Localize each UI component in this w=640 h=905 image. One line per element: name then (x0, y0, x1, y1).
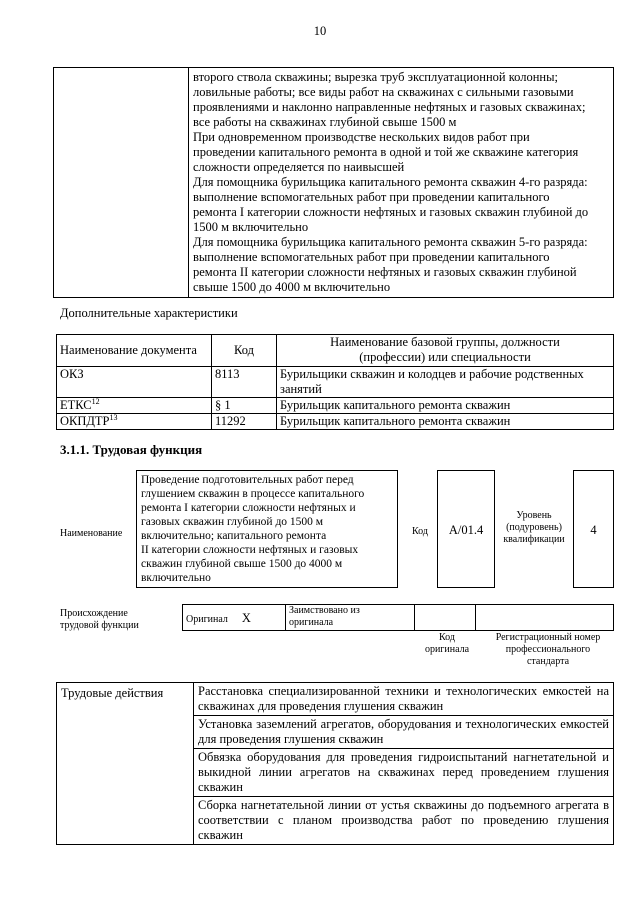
code-caption-line: Код (439, 632, 455, 643)
text-line: проявлениями и наклонно направленные нефтяных и газовых скважинах; (193, 100, 586, 114)
reg-caption-line: стандарта (526, 656, 570, 667)
reg-caption (482, 632, 614, 668)
row-name: Бурильщики скважин и колодцев и рабочие родственных занятий (277, 367, 614, 398)
reg-caption-line: профессионального (505, 644, 591, 655)
function-name-line: газовых скважин глубиной до 1500 м (141, 516, 324, 528)
labor-actions-label: Трудовые действия (57, 683, 194, 845)
text-line: ловильные работы; все виды работ на скважинах с сильными газовыми (193, 85, 574, 99)
footnote-ref: 13 (109, 412, 118, 422)
text-line: все работы на скважинах глубиной свыше 1500 м (193, 115, 457, 129)
origin-code-cell (415, 605, 476, 631)
level-label (496, 510, 572, 546)
table-row (57, 367, 614, 398)
function-name-box (136, 470, 398, 588)
code-caption (415, 632, 479, 656)
top-table-text-cell (189, 68, 614, 298)
additional-table (56, 334, 614, 430)
function-name-line: II категории сложности нефтяных и газовых (141, 544, 359, 556)
row-name: Бурильщик капитального ремонта скважин (277, 398, 614, 414)
level-label-line: Уровень (516, 510, 552, 521)
text-line: При одновременном производстве нескольких видов работ при (193, 130, 530, 144)
additional-heading: Дополнительные характеристики (60, 306, 238, 320)
text-line: ремонта I категории сложности нефтяных и газовых скважин глубиной до (193, 205, 589, 219)
function-name-line: глушением скважин в процессе капитального (141, 488, 365, 500)
row-doc (57, 414, 212, 430)
borrowed-line: оригинала (289, 617, 334, 628)
text-line: ремонта II категории сложности нефтяных и газовых скважин глубиной (193, 265, 577, 279)
text-line: свыше 1500 до 4000 м включительно (193, 280, 391, 294)
function-name-line: ремонта I категории сложности нефтяных и (141, 502, 356, 514)
header-name-line: Наименование базовой группы, должности (330, 335, 560, 349)
table-row (57, 414, 614, 430)
function-name-line: включительно (141, 572, 211, 584)
footnote-ref: 12 (91, 396, 100, 406)
table-row (57, 398, 614, 414)
table-row (57, 683, 614, 716)
origin-label-line: трудовой функции (60, 620, 139, 631)
page-number: 10 (313, 24, 327, 38)
header-name-line: (профессии) или специальности (359, 350, 531, 364)
reg-number-cell (476, 605, 614, 631)
text-line: выполнение вспомогательных работ при проведении капитального (193, 250, 550, 264)
labor-action-item: Обвязка оборудования для проведения гидроиспытаний нагнетательной и выкидной линии агрегатов на скважинах перед проведением глушения скважин (194, 749, 614, 797)
header-code: Код (212, 335, 277, 367)
text-line: проведении капитального ремонта в одной и той же скважине категория (193, 145, 579, 159)
function-name-line: Проведение подготовительных работ перед (141, 474, 354, 486)
top-table (53, 67, 614, 298)
row-code: § 1 (212, 398, 277, 414)
labor-action-item: Установка заземлений агрегатов, оборудования и технологических емкостей для проведения глушения скважин (194, 716, 614, 749)
level-label-line: квалификации (503, 534, 565, 545)
function-heading: 3.1.1. Трудовая функция (60, 442, 203, 457)
row-doc: ОКЗ (57, 367, 212, 398)
row-doc (57, 398, 212, 414)
origin-label (60, 608, 139, 632)
reg-caption-line: Регистрационный номер (495, 632, 601, 643)
original-cell (183, 605, 286, 631)
text-line: второго ствола скважины; вырезка труб эксплуатационной колонны; (193, 70, 558, 84)
text-line: Для помощника бурильщика капитального ремонта скважин 5-го разряда: (193, 235, 588, 249)
origin-table (182, 604, 614, 631)
text-line: сложности определяется по наивысшей (193, 160, 405, 174)
code-caption-line: оригинала (424, 644, 470, 655)
header-name (277, 335, 614, 367)
function-code-label: Код (412, 526, 428, 537)
function-code-value: А/01.4 (448, 523, 484, 537)
origin-label-line: Происхождение (60, 608, 128, 619)
original-label: Оригинал (186, 613, 228, 625)
borrowed-line: Заимствовано из (289, 605, 360, 616)
row-code: 8113 (212, 367, 277, 398)
row-name: Бурильщик капитального ремонта скважин (277, 414, 614, 430)
level-value: 4 (590, 523, 597, 537)
text-line: выполнение вспомогательных работ при проведении капитального (193, 190, 550, 204)
level-label-line: (подуровень) (506, 522, 562, 533)
text-line: Для помощника бурильщика капитального ремонта скважин 4-го разряда: (193, 175, 588, 189)
labor-action-item: Расстановка специализированной техники и технологических емкостей на скважинах для проведения глушения скважин (194, 683, 614, 716)
labor-action-item: Сборка нагнетательной линии от устья скважины до подъемного агрегата в соответствии с планом производства работ по проведению глушения скважин (194, 797, 614, 845)
doc-name: ЕТКС (60, 398, 92, 412)
function-name-line: скважин глубиной свыше 1500 до 4000 м (141, 558, 343, 570)
original-mark: X (241, 610, 251, 625)
doc-name: ОКПДТР (60, 414, 110, 428)
header-doc: Наименование документа (57, 335, 212, 367)
borrowed-cell (286, 605, 415, 631)
text-line: 1500 м включительно (193, 220, 309, 234)
top-table-left-cell (54, 68, 189, 298)
function-name-label: Наименование (60, 528, 123, 539)
labor-actions-table (56, 682, 614, 845)
function-name-line: включительно; капитального ремонта (141, 530, 327, 542)
row-code: 11292 (212, 414, 277, 430)
